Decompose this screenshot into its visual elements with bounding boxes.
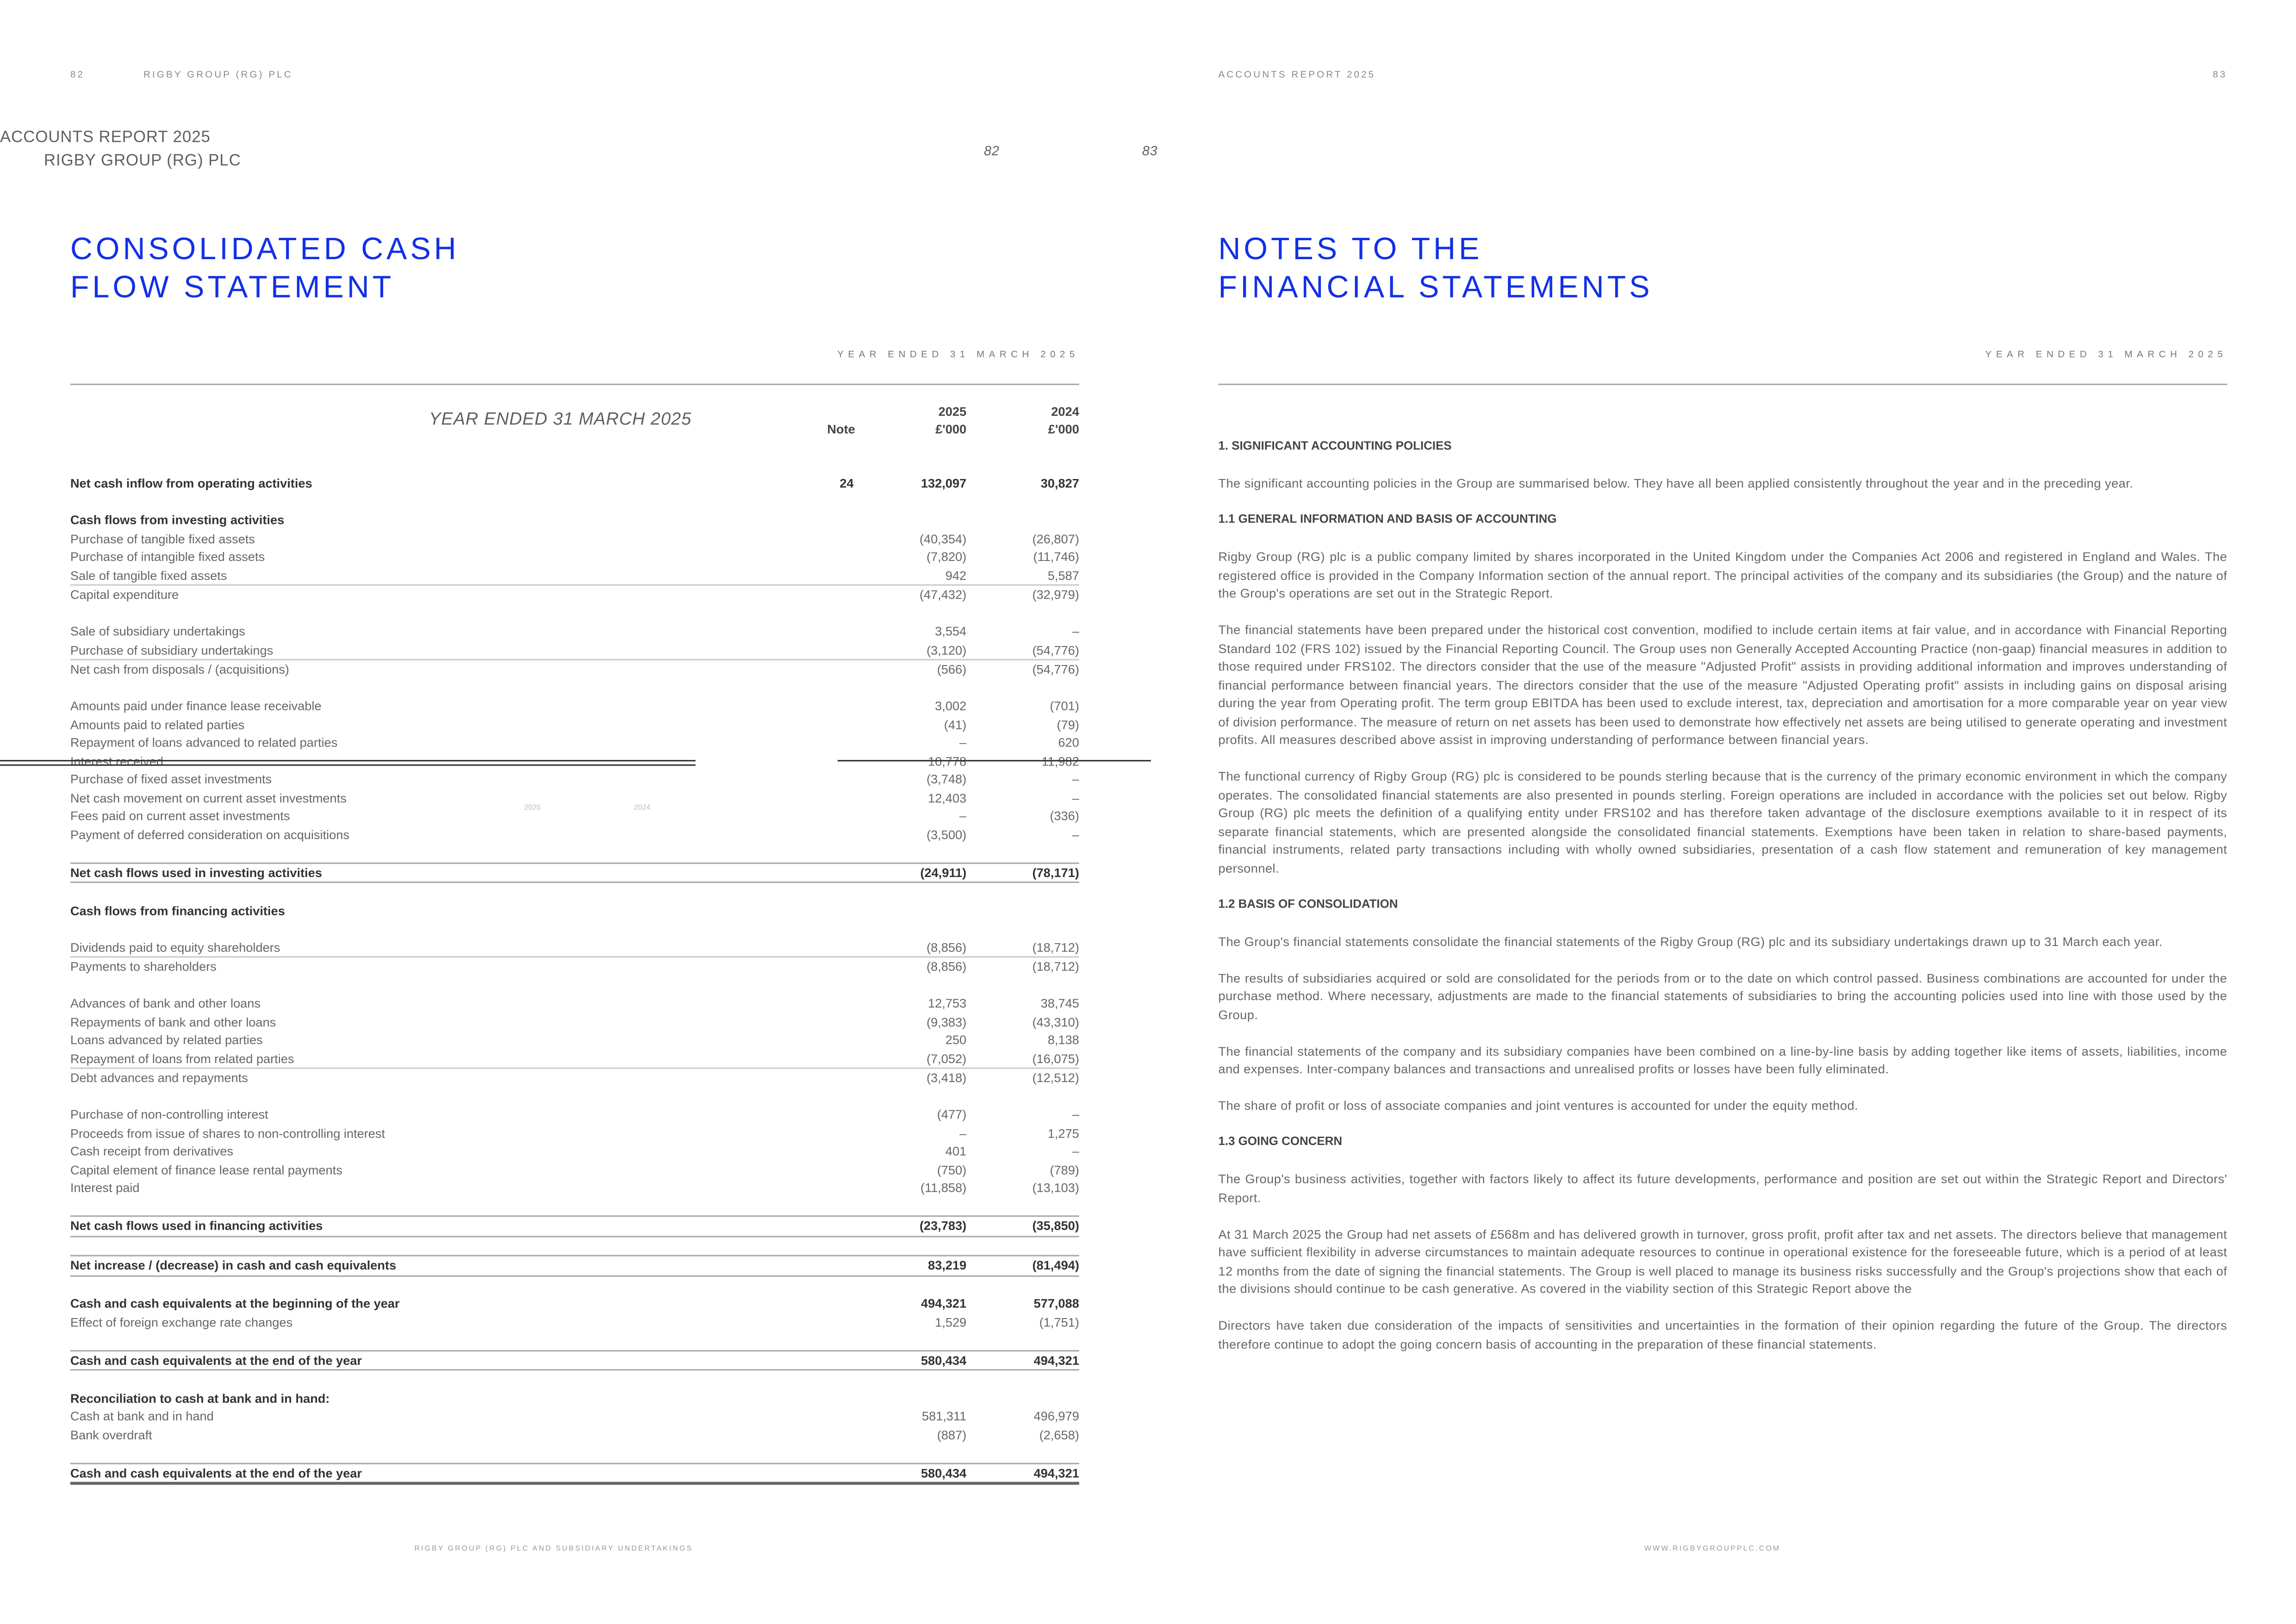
table-row bbox=[70, 1294, 1079, 1313]
subtotal-row bbox=[70, 1067, 1079, 1087]
value-2025: (24,911) bbox=[920, 865, 967, 879]
table-row bbox=[70, 622, 1079, 641]
value-2024: 38,745 bbox=[1040, 996, 1079, 1011]
page-title-right bbox=[1218, 231, 1653, 308]
ghost-page-number-a: 82 bbox=[984, 143, 1000, 158]
value-2025: 132,097 bbox=[921, 476, 967, 491]
value-2025: 942 bbox=[945, 567, 967, 582]
row-label: Cash at bank and in hand bbox=[70, 1408, 214, 1424]
value-2025: 12,403 bbox=[927, 790, 967, 805]
paragraph: The Group's business activities, together with factors likely to affect its future developments, performance and position are set out within the Strategic Report and Directors' Report. bbox=[1218, 1171, 2228, 1205]
table-row-group bbox=[70, 511, 1079, 604]
row-label: Cash and cash equivalents at the end of the year bbox=[70, 1465, 362, 1480]
notes-body bbox=[1218, 438, 2227, 1371]
total-row bbox=[70, 1215, 1079, 1237]
row-label: Purchase of non-controlling interest bbox=[70, 1107, 268, 1122]
table-row bbox=[70, 1106, 1079, 1124]
value-2025: (8,856) bbox=[927, 939, 967, 954]
paragraph: At 31 March 2025 the Group had net assets of £568m and has delivered growth in turnover, gross profit, profit after tax and net assets. The directors believe that management have sufficient flexibility in adverse circumstances to maintain adequate resources to continue in operational existence for the foreseeable future, which is a period of at least 12 months from the date of signing the financial statements. The Group is well placed to manage its business risks successfully and the Group's projections show that each of the divisions should continue to be cash generative. As covered in the viability section of this Strategic Report above the bbox=[1218, 1226, 2228, 1296]
row-label: Sale of tangible fixed assets bbox=[70, 567, 227, 582]
column-header-note: Note bbox=[827, 422, 855, 436]
running-head-left: RIGBY GROUP (RG) PLC bbox=[143, 70, 293, 81]
ghost-rule-b bbox=[0, 765, 696, 766]
title-line-1: CONSOLIDATED CASH bbox=[70, 233, 460, 267]
row-note: 24 bbox=[840, 476, 854, 491]
table-row bbox=[70, 566, 1079, 585]
value-2025: 12,753 bbox=[927, 996, 967, 1011]
value-2025: (3,748) bbox=[927, 772, 967, 787]
table-row bbox=[70, 641, 1079, 659]
value-2024: – bbox=[1072, 827, 1079, 841]
value-2025: 3,002 bbox=[935, 698, 967, 713]
table-row bbox=[70, 1049, 1079, 1068]
row-label: Fees paid on current asset investments bbox=[70, 808, 290, 823]
value-2024: – bbox=[1072, 623, 1079, 639]
table-row bbox=[70, 789, 1079, 807]
paragraph: Rigby Group (RG) plc is a public company limited by shares incorporated in the United Kingdom under the Companies Act 2006 and registered in England and Wales. The registered office is provided in the Company Information section of the annual report. The principal activities of the company and its subsidiaries (the Group) and the nature of the Group's operations are set out in the Strategic Report. bbox=[1218, 549, 2228, 601]
period-label-left: YEAR ENDED 31 MARCH 2025 bbox=[837, 350, 1079, 361]
value-2024: (336) bbox=[1050, 808, 1079, 823]
table-row bbox=[70, 770, 1079, 789]
unit-2025: £'000 bbox=[935, 422, 967, 436]
row-label: Interest paid bbox=[70, 1180, 140, 1195]
table-row-group bbox=[70, 474, 1079, 493]
page-number-left: 82 bbox=[70, 70, 85, 81]
page-title-left bbox=[70, 231, 460, 308]
row-label: Payment of deferred consideration on acquisitions bbox=[70, 827, 349, 841]
subtotal-row bbox=[70, 956, 1079, 976]
ghost-running-head-b: RIGBY GROUP (RG) PLC bbox=[44, 152, 241, 170]
paragraph: The financial statements have been prepared under the historical cost convention, modified to include certain items at fair value, and in accordance with Financial Reporting Standard 102 (FRS 102) issued by the Financial Reporting Council. The Group uses non Generally Accepted Accounting Practice (non-gaap) financial measures in addition to those required under FRS102. The directors consider that the use of the measure "Adjusted Profit" assists in providing additional information and improves understanding of financial performance between financial years. The directors consider that the use of the measure "Adjusted Operating profit" assists in including gains on disposal arising during the year from Operating profit. The term group EBITDA has been used to exclude interest, tax, depreciation and amortisation for a more comparable year on year view of division performance. The measure of return on net assets has been used to demonstrate how effectively net assets are being utilised to generate operating and investment profits. All measures described above assist in improving understanding of performance between financial years. bbox=[1218, 622, 2228, 747]
ghost-running-head-a: ACCOUNTS REPORT 2025 bbox=[0, 129, 211, 147]
value-2024: – bbox=[1072, 1144, 1079, 1158]
section-heading: 1. SIGNIFICANT ACCOUNTING POLICIES bbox=[1218, 439, 1452, 453]
row-label: Net cash flows used in financing activities bbox=[70, 1218, 323, 1233]
row-label: Repayment of loans from related parties bbox=[70, 1051, 294, 1065]
value-2024: 11,982 bbox=[1041, 753, 1079, 768]
row-label: Interest received bbox=[70, 753, 163, 768]
ghost-page-number-b: 83 bbox=[1142, 143, 1158, 158]
value-2025: (566) bbox=[937, 662, 967, 677]
value-2025: (3,500) bbox=[927, 827, 967, 841]
table-row bbox=[70, 511, 1079, 529]
row-label: Cash flows from financing activities bbox=[70, 902, 285, 918]
value-2025: (47,432) bbox=[919, 587, 967, 602]
value-2024: (35,850) bbox=[1032, 1218, 1079, 1233]
row-label: Amounts paid to related parties bbox=[70, 716, 245, 732]
value-2025: 580,434 bbox=[921, 1352, 967, 1367]
row-label: Bank overdraft bbox=[70, 1427, 152, 1442]
value-2025: (3,418) bbox=[927, 1070, 967, 1085]
value-2024: (2,658) bbox=[1039, 1427, 1079, 1442]
value-2024: (43,310) bbox=[1032, 1014, 1079, 1029]
table-row-group bbox=[70, 1255, 1079, 1276]
paragraph: The functional currency of Rigby Group (RG) plc is considered to be pounds sterling because that is the currency of the primary economic environment in which the company operates. The consolidated financial statements are also presented in pounds sterling. Foreign operations are included in accordance with the policies set out below. Rigby Group (RG) plc meets the definition of a qualifying entity under FRS102 and has therefore taken advantage of the disclosure exemptions available to it in respect of its separate financial statements, which are presented alongside the consolidated financial statements. Exemptions have been taken in relation to share-based payments, financial instruments, related party transactions including with wholly owned subsidiaries, presentation of a cash flow statement and remuneration of key management personnel. bbox=[1218, 769, 2228, 875]
value-2025: (23,783) bbox=[919, 1218, 967, 1233]
section-heading: 1.2 BASIS OF CONSOLIDATION bbox=[1218, 896, 1398, 910]
row-label: Reconciliation to cash at bank and in hand: bbox=[70, 1390, 330, 1405]
row-label: Capital expenditure bbox=[70, 587, 179, 602]
table-row-group bbox=[70, 1389, 1079, 1444]
table-row-group bbox=[70, 1106, 1079, 1197]
table-row bbox=[70, 1124, 1079, 1142]
total-row bbox=[70, 1255, 1079, 1276]
ghost-year-2025: 2025 bbox=[524, 803, 541, 813]
table-row bbox=[70, 1179, 1079, 1197]
row-label: Net cash flows used in investing activities bbox=[70, 865, 322, 879]
footer-left: RIGBY GROUP (RG) PLC AND SUBSIDIARY UNDERTAKINGS bbox=[414, 1544, 693, 1554]
table-row-group bbox=[70, 1350, 1079, 1371]
ghost-year-2024: 2024 bbox=[634, 803, 651, 813]
table-row bbox=[70, 548, 1079, 566]
table-row bbox=[70, 1142, 1079, 1161]
row-label: Advances of bank and other loans bbox=[70, 996, 261, 1011]
column-header-2024 bbox=[1006, 403, 1079, 438]
row-label: Amounts paid under finance lease receivable bbox=[70, 698, 322, 713]
value-2024: (78,171) bbox=[1032, 865, 1079, 879]
total-row bbox=[70, 862, 1079, 883]
row-label: Purchase of tangible fixed assets bbox=[70, 530, 255, 546]
value-2024: 30,827 bbox=[1040, 476, 1079, 491]
row-label: Cash and cash equivalents at the end of the year bbox=[70, 1352, 362, 1367]
row-label: Purchase of intangible fixed assets bbox=[70, 549, 265, 564]
value-2024: (18,712) bbox=[1032, 939, 1079, 954]
value-2024: (11,746) bbox=[1033, 549, 1079, 564]
table-row-group bbox=[70, 994, 1079, 1087]
table-row-group bbox=[70, 1294, 1079, 1331]
table-row bbox=[70, 825, 1079, 844]
value-2024: (13,103) bbox=[1032, 1180, 1079, 1195]
value-2025: (41) bbox=[944, 716, 967, 732]
row-label: Capital element of finance lease rental payments bbox=[70, 1162, 342, 1177]
year-2025: 2025 bbox=[938, 404, 967, 419]
paragraph: The financial statements of the company and its subsidiary companies have been combined on a line-by-line basis by adding together like items of assets, liabilities, income and expenses. Inter-company balances and transactions and unrealised profits or losses have been fully eliminated. bbox=[1218, 1043, 2228, 1076]
row-label: Net increase / (decrease) in cash and cash equivalents bbox=[70, 1257, 397, 1273]
paragraph: The significant accounting policies in the Group are summarised below. They have all been applied consistently throughout the year and in the preceding year. bbox=[1218, 476, 2134, 491]
value-2025: 494,321 bbox=[921, 1296, 967, 1311]
header-rule-left bbox=[70, 384, 1079, 385]
section-heading: 1.1 GENERAL INFORMATION AND BASIS OF ACCOUNTING bbox=[1218, 512, 1557, 526]
paragraph: The Group's financial statements consolidate the financial statements of the Rigby Group (RG) plc and its subsidiary undertakings drawn up to 31 March each year. bbox=[1218, 933, 2163, 948]
row-label: Purchase of fixed asset investments bbox=[70, 772, 272, 787]
row-label: Sale of subsidiary undertakings bbox=[70, 623, 245, 639]
value-2025: (9,383) bbox=[927, 1014, 967, 1029]
value-2025: 83,219 bbox=[927, 1257, 967, 1273]
table-row bbox=[70, 1160, 1079, 1179]
table-row bbox=[70, 1031, 1079, 1049]
value-2025: (477) bbox=[937, 1107, 967, 1122]
page-number-right: 83 bbox=[2213, 70, 2228, 81]
subtotal-row bbox=[70, 584, 1079, 604]
table-row-group bbox=[70, 697, 1079, 843]
value-2025: 580,434 bbox=[921, 1465, 967, 1480]
table-row bbox=[70, 1425, 1079, 1444]
table-row bbox=[70, 474, 1079, 493]
table-row bbox=[70, 994, 1079, 1013]
cash-flow-table bbox=[70, 474, 1079, 1503]
value-2024: 5,587 bbox=[1047, 567, 1079, 582]
total-row bbox=[70, 1462, 1079, 1485]
value-2024: – bbox=[1072, 1107, 1079, 1122]
table-row bbox=[70, 716, 1079, 734]
year-2024: 2024 bbox=[1051, 404, 1079, 419]
value-2024: 620 bbox=[1058, 735, 1079, 750]
table-row bbox=[70, 1389, 1079, 1407]
table-row bbox=[70, 1407, 1079, 1426]
table-row bbox=[70, 697, 1079, 716]
header-rule-right bbox=[1218, 384, 2227, 385]
paragraph: The results of subsidiaries acquired or sold are consolidated for the periods from or to the date on which control passed. Business combinations are accounted for under the purchase method. Where necessary, adjustments are made to the financial statements of subsidiaries to bring the accounting policies used into line with those used by the Group. bbox=[1218, 970, 2228, 1021]
total-row bbox=[70, 1350, 1079, 1371]
row-label: Effect of foreign exchange rate changes bbox=[70, 1314, 293, 1329]
value-2025: (11,858) bbox=[920, 1180, 967, 1195]
paragraph: The share of profit or loss of associate companies and joint ventures is accounted for under the equity method. bbox=[1218, 1098, 1859, 1113]
value-2025: – bbox=[959, 735, 967, 750]
title-line-1: NOTES TO THE bbox=[1218, 233, 1483, 267]
table-row bbox=[70, 529, 1079, 548]
value-2024: (54,776) bbox=[1032, 662, 1079, 677]
value-2025: – bbox=[959, 1125, 967, 1140]
value-2024: (32,979) bbox=[1032, 587, 1079, 602]
table-row-group bbox=[70, 1215, 1079, 1237]
ghost-period-label: YEAR ENDED 31 MARCH 2025 bbox=[429, 408, 692, 429]
row-label: Cash flows from investing activities bbox=[70, 512, 285, 528]
value-2024: (79) bbox=[1057, 716, 1079, 732]
row-label: Purchase of subsidiary undertakings bbox=[70, 642, 274, 657]
value-2025: (750) bbox=[937, 1162, 967, 1177]
row-label: Cash receipt from derivatives bbox=[70, 1144, 233, 1158]
value-2024: 494,321 bbox=[1033, 1465, 1079, 1480]
unit-2024: £'000 bbox=[1048, 422, 1079, 436]
value-2025: 3,554 bbox=[935, 623, 967, 639]
value-2024: (789) bbox=[1050, 1162, 1079, 1177]
row-label: Repayment of loans advanced to related parties bbox=[70, 735, 338, 750]
table-row bbox=[70, 1313, 1079, 1331]
paragraph: Directors have taken due consideration of the impacts of sensitivities and uncertainties in the formation of their opinion regarding the future of the Group. The directors therefore continue to adopt the going concern basis of accounting in the preparation of these financial statements. bbox=[1218, 1318, 2228, 1351]
value-2025: 1,529 bbox=[935, 1314, 967, 1329]
table-row bbox=[70, 1013, 1079, 1031]
table-row-group bbox=[70, 1462, 1079, 1485]
column-header-2025 bbox=[893, 403, 966, 438]
value-2024: (26,807) bbox=[1032, 530, 1079, 546]
value-2025: 401 bbox=[945, 1144, 967, 1158]
value-2024: (1,751) bbox=[1039, 1314, 1079, 1329]
period-label-right: YEAR ENDED 31 MARCH 2025 bbox=[1985, 350, 2228, 361]
value-2024: (12,512) bbox=[1032, 1070, 1079, 1085]
value-2024: 1,275 bbox=[1047, 1125, 1079, 1140]
table-row bbox=[70, 938, 1079, 956]
ghost-rule-c bbox=[838, 760, 1151, 761]
title-line-2: FINANCIAL STATEMENTS bbox=[1218, 271, 1653, 305]
table-row bbox=[70, 807, 1079, 825]
value-2024: 8,138 bbox=[1047, 1032, 1079, 1047]
row-label: Net cash movement on current asset investments bbox=[70, 790, 347, 805]
title-line-2: FLOW STATEMENT bbox=[70, 271, 395, 305]
table-row bbox=[70, 734, 1079, 752]
footer-right: WWW.RIGBYGROUPPLC.COM bbox=[1644, 1544, 1781, 1554]
value-2025: 250 bbox=[945, 1032, 967, 1047]
value-2024: (701) bbox=[1050, 698, 1079, 713]
row-label: Payments to shareholders bbox=[70, 959, 217, 974]
value-2024: 496,979 bbox=[1033, 1408, 1079, 1424]
value-2024: (16,075) bbox=[1032, 1051, 1079, 1065]
table-row-group bbox=[70, 862, 1079, 883]
table-row bbox=[70, 901, 1079, 920]
subtotal-row bbox=[70, 659, 1079, 679]
value-2024: – bbox=[1072, 772, 1079, 787]
value-2025: (7,052) bbox=[927, 1051, 967, 1065]
value-2025: 10,778 bbox=[927, 753, 967, 768]
value-2025: 581,311 bbox=[921, 1408, 967, 1424]
row-label: Net cash from disposals / (acquisitions) bbox=[70, 662, 289, 677]
value-2025: (887) bbox=[937, 1427, 967, 1442]
row-label: Cash and cash equivalents at the beginning of the year bbox=[70, 1296, 400, 1311]
table-row-group bbox=[70, 901, 1079, 920]
value-2024: 494,321 bbox=[1033, 1352, 1079, 1367]
value-2024: (81,494) bbox=[1032, 1257, 1079, 1273]
row-label: Repayments of bank and other loans bbox=[70, 1014, 276, 1029]
running-head-right: ACCOUNTS REPORT 2025 bbox=[1218, 70, 1376, 81]
value-2025: – bbox=[959, 808, 967, 823]
value-2024: 577,088 bbox=[1033, 1296, 1079, 1311]
table-row-group bbox=[70, 938, 1079, 976]
section-heading: 1.3 GOING CONCERN bbox=[1218, 1135, 1343, 1148]
value-2024: – bbox=[1072, 790, 1079, 805]
row-label: Loans advanced by related parties bbox=[70, 1032, 263, 1047]
value-2024: (54,776) bbox=[1032, 642, 1079, 657]
value-2025: (40,354) bbox=[919, 530, 967, 546]
value-2025: (3,120) bbox=[927, 642, 967, 657]
table-row-group bbox=[70, 622, 1079, 679]
value-2025: (7,820) bbox=[927, 549, 967, 564]
value-2024: (18,712) bbox=[1032, 959, 1079, 974]
row-label: Proceeds from issue of shares to non-controlling interest bbox=[70, 1125, 385, 1140]
row-label: Dividends paid to equity shareholders bbox=[70, 939, 280, 954]
row-label: Debt advances and repayments bbox=[70, 1070, 248, 1085]
value-2025: (8,856) bbox=[927, 959, 967, 974]
ghost-rule-a bbox=[0, 760, 696, 761]
row-label: Net cash inflow from operating activities bbox=[70, 476, 312, 491]
